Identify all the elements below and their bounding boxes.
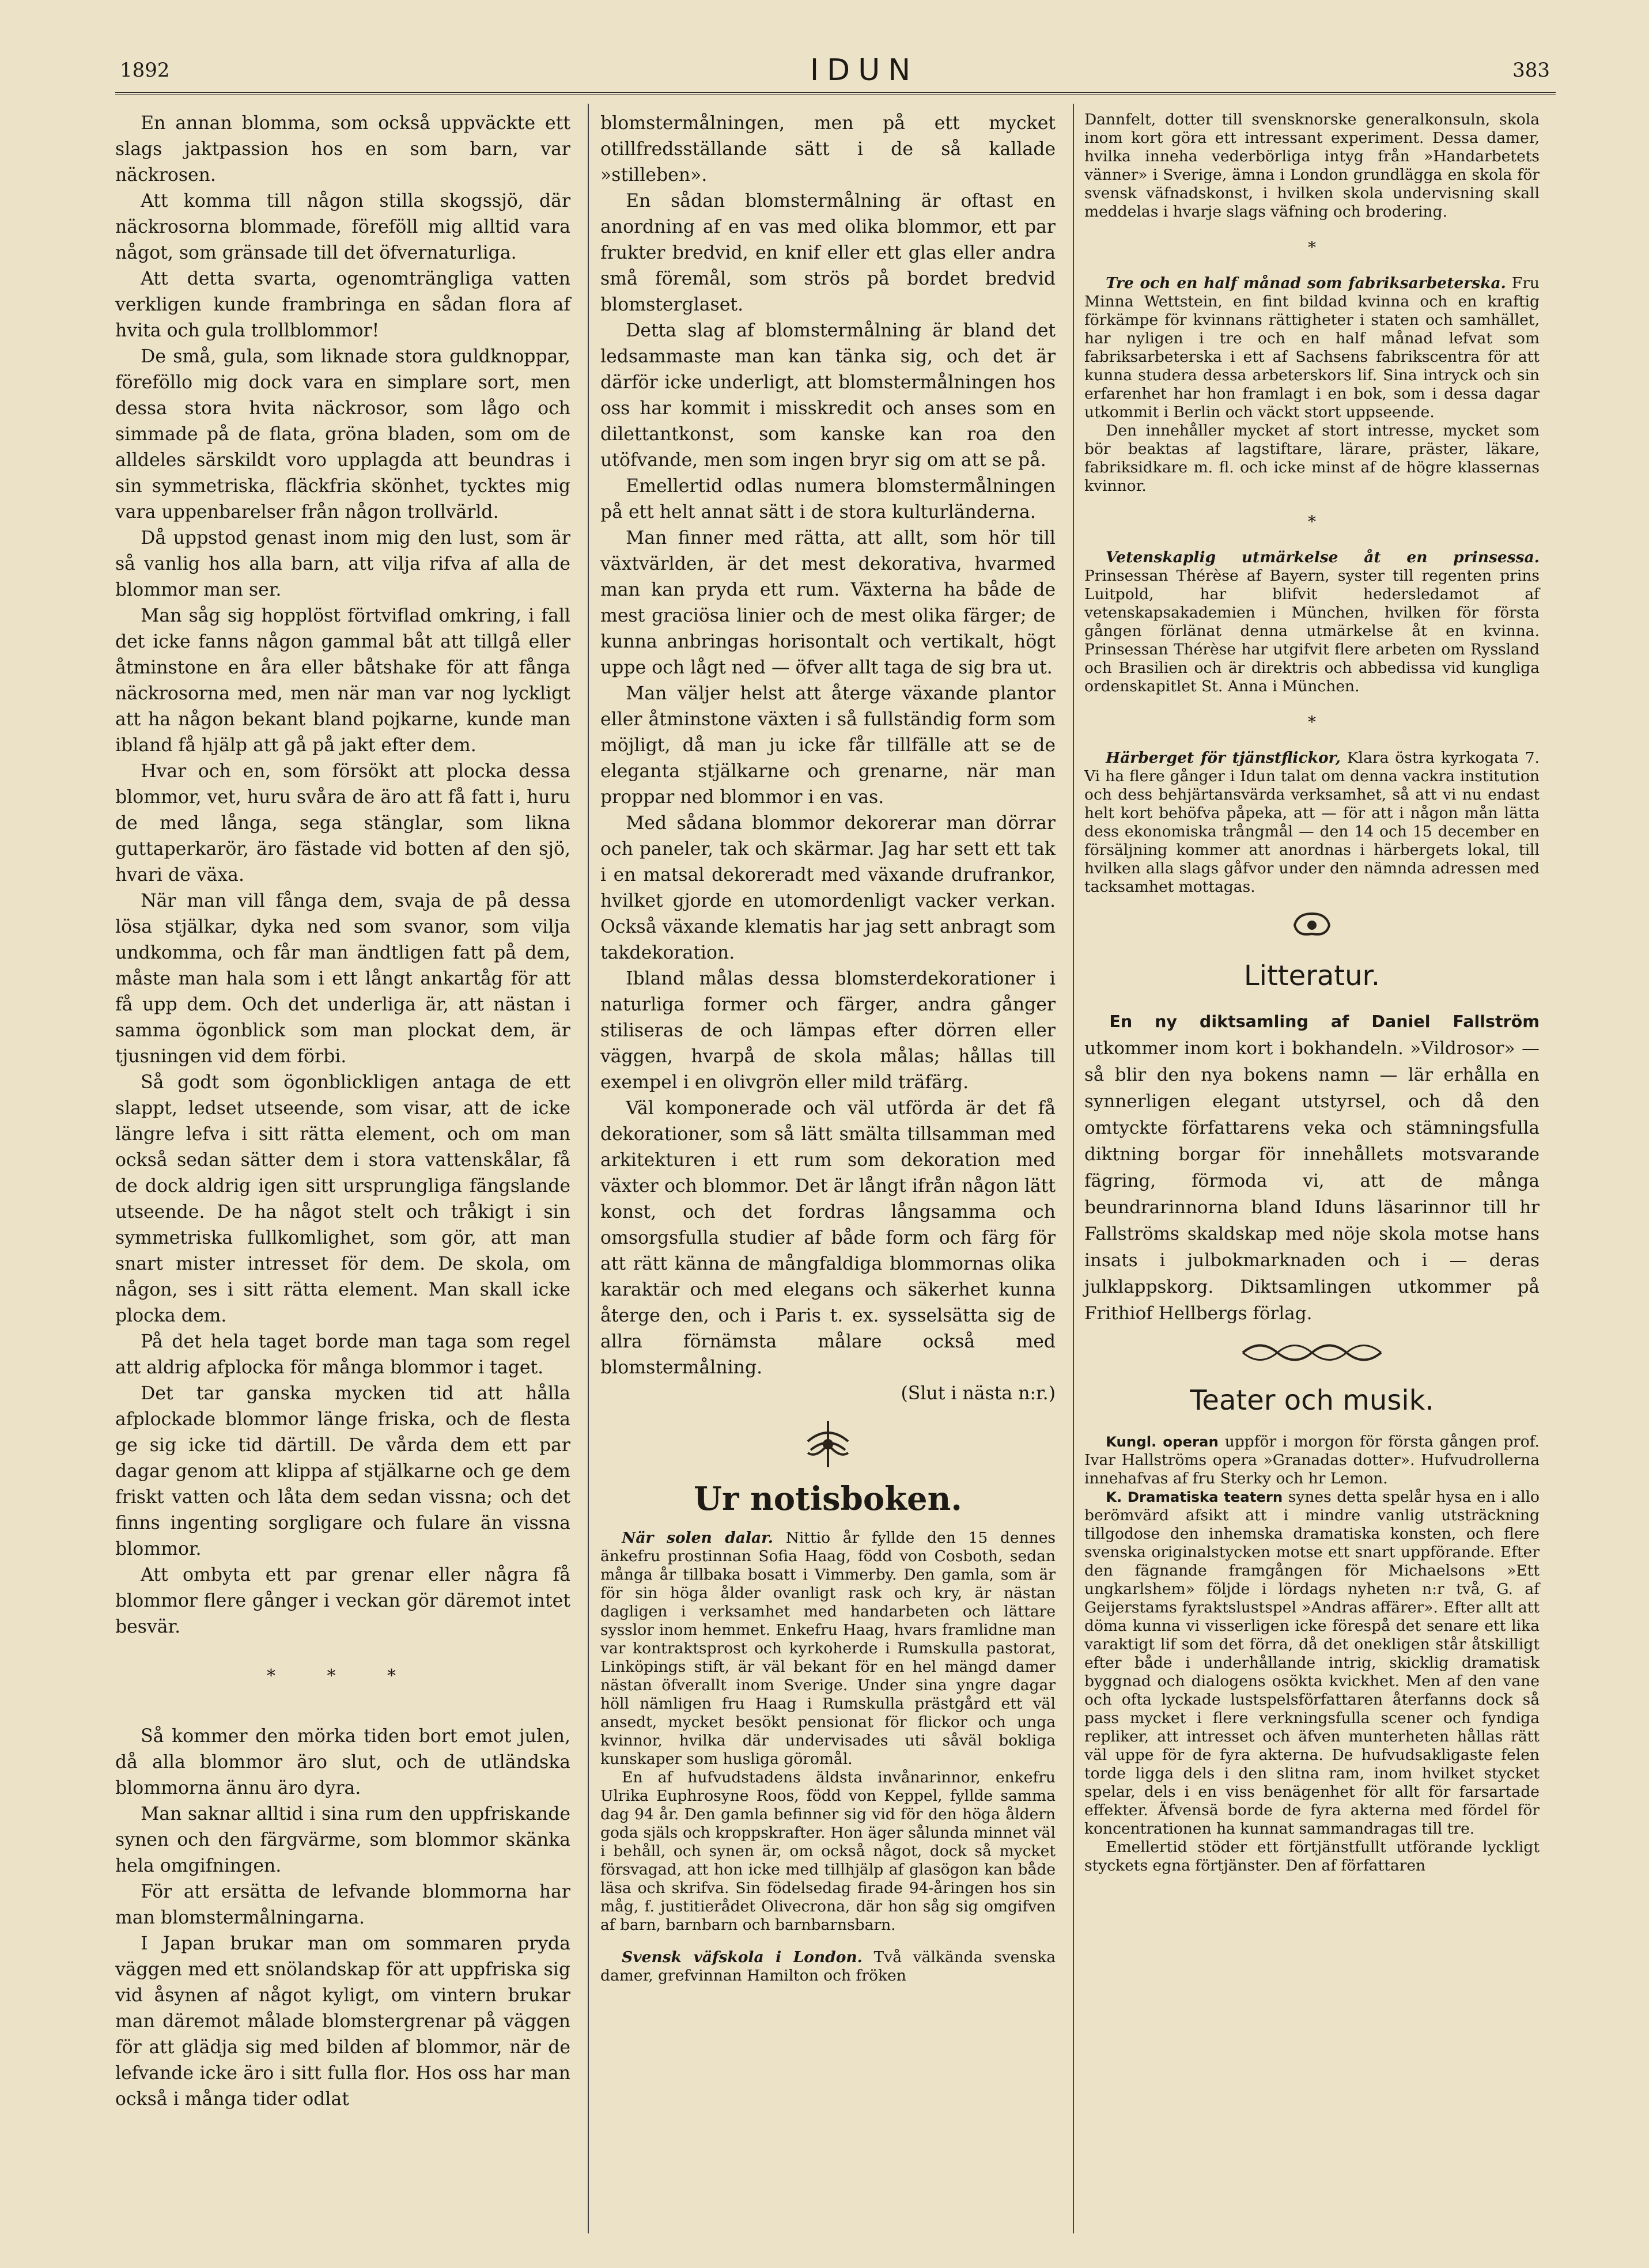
- paragraph: blomstermålningen, men på ett mycket otillfredsställande sätt i de så kallade »stilleben».: [600, 113, 1056, 185]
- notice-item: [600, 1529, 1056, 1769]
- notice-text: utkommer inom kort i bokhandeln. »Vildrosor» — så blir den nya bokens namn — lär erhålla en synnerligen elegant utstyrsel, och då den omtyckte författarens veka och stämningsfulla diktning borgar för innehållets motsvarande fägring, förmoda vi, att de många beundrarinnorna bland Iduns läsarinnor till hr Fallströms skaldskap med nöje skola motse hans insats i julbokmarknaden och i — deras julklappskorg. Diktsamlingen utkommer på Frithiof Hellbergs förlag.: [1084, 1038, 1540, 1324]
- header-year: 1892: [120, 59, 170, 82]
- notice-heading: Kungl. operan: [1106, 1433, 1219, 1450]
- continuation-note: (Slut i nästa n:r.): [901, 1383, 1056, 1404]
- notice-heading: Vetenskaplig utmärkelse åt en prinsessa.: [1106, 548, 1540, 566]
- paragraph: När man vill fånga dem, svaja de på dessa lösa stjälkar, dyka ned som svanor, som vilja undkomma, och får man ändtligen fatt på dem, måste man hala som i ett långt ankartåg för att få upp dem. Och det underliga är, att nästan i samma ögonblick som man plockat dem, är tjusningen vid dem förbi.: [115, 891, 570, 1067]
- notice-text: uppför i morgon för första gången prof. Ivar Hallströms opera »Granadas dotter». Hufvudrollerna innehafvas af fru Sterky och hr Lemon.: [1084, 1433, 1540, 1487]
- section-title-teater: Teater och musik.: [1190, 1384, 1434, 1417]
- paragraph: Dannfelt, dotter till svensknorske generalkonsuln, skola inom kort göra ett intressant experiment. Dessa damer, hvilka inneha vederbörliga intyg från »Handarbetets vänner» i Sverige, ämna i London grundlägga en skola för svensk väfnadskonst, i hvilken skola undervisning skall meddelas i hvarje slags väfning och brodering.: [1084, 111, 1540, 221]
- paragraph: Så godt som ögonblickligen antaga de ett slappt, ledset utseende, som visar, att de icke längre lefva i sitt rätta element, och om man också sedan sätter dem i stora vattenskålar, få de dock aldrig igen sitt ursprungliga fängslande utseende. De ha något stelt och tråkigt i sin symmetriska fullkomlighet, som gör, att man snart mister intresset för dem. De skola, om någon, ses i sitt rätta element. Man skall icke plocka dem.: [115, 1072, 570, 1326]
- notice-heading: K. Dramatiska teatern: [1106, 1489, 1283, 1505]
- notice-heading: Härberget för tjänstflickor,: [1106, 749, 1341, 767]
- notice-heading: Svensk väfskola i London.: [622, 1948, 863, 1966]
- paragraph: Hvar och en, som försökt att plocka dessa blommor, vet, huru svåra de äro att få fatt i, huru de med långa, sega stänglar, som likna guttaperkarör, äro fästade vid botten af den sjö, hvari de växa.: [115, 761, 570, 885]
- page-number: 383: [1512, 59, 1550, 82]
- paragraph: På det hela taget borde man taga som regel att aldrig afplocka för många blommor i taget.: [115, 1331, 570, 1378]
- column-divider: [588, 104, 589, 2233]
- notice-text: synes detta spelår hysa en i allo berömvärd afsikt att i mindre vanlig utsträckning tillgodose den inhemska dramatiska konsten, och flere svenska originalstycken motse ett snart uppförande. Efter den fägnande framgången för Michaelsons »Ett ungkarlshem» följde i lördags nyheten n:r två, G. af Geijerstams fyraktslustspel »Andras affärer». Efter allt att döma kunna vi visserligen icke förespå det senare ett lika varaktigt lif som det förra, då det onekligen står åtskilligt efter både i underhållande intrig, skicklig dramatisk byggnad och dialogens osökta kvickhet. Men af den vane och ofta lyckade lustspelsförfattaren återfanns dock så pass mycket i flere verkningsfulla scener och fyndiga repliker, att intresset och äfven munterheten hållas rätt väl uppe för de fyra akterna. De hufvudsakligaste felen torde ligga dels i den slitna ram, inom hvilket stycket spelar, dels i en viss benägenhet för allt för farsartade effekter. Äfvensä borde de fyra akterna med fördel för koncentrationen ha kunnat sammandragas till tre.: [1084, 1488, 1540, 1838]
- column-divider: [1073, 104, 1074, 2233]
- notice-item: [1084, 1488, 1540, 1838]
- paragraph: Så kommer den mörka tiden bort emot julen, då alla blommor äro slut, och de utländska blommorna ännu äro dyra.: [115, 1726, 570, 1799]
- paragraph: De små, gula, som liknade stora guldknoppar, föreföllo mig dock vara en simplare sort, men dessa stora hvita näckrosor, som lågo och simmade på de flata, gröna bladen, som om de alldeles särskildt voro upplagda att beundras i sin symmetriska, fläckfria skönhet, tycktes mig vara uppenbarelser från någon trollvärld.: [115, 346, 570, 522]
- notice-item: [1084, 1433, 1540, 1488]
- paragraph: Man såg sig hopplöst förtviflad omkring, i fall det icke fanns någon gammal båt att tillgå eller åtminstone en åra eller båtshake för att fånga näckrosorna med, men när man var nog lyckligt att ha någon bekant bland pojkarne, kunde man ibland få hjälp att gå på jakt efter dem.: [115, 605, 570, 756]
- section-title-litteratur: Litteratur.: [1243, 960, 1381, 992]
- separator-star: *: [1308, 238, 1316, 257]
- paragraph: Det tar ganska mycken tid att hålla afplockade blommor länge friska, och de flesta ge sig icke tid därtill. De vårda dem ett par dagar genom att klippa af stjälkarne och ge dem friskt vatten och låta dem sedan vissna; och det finns ingenting sorgligare och fulare än vissna blommor.: [115, 1383, 570, 1559]
- notice-item: [600, 1948, 1056, 1985]
- notice-item: [1084, 274, 1540, 422]
- paragraph: Man saknar alltid i sina rum den uppfriskande synen och den färgvärme, som blommor skänka hela omgifningen.: [115, 1804, 570, 1876]
- section-title-notisboken: Ur notisboken.: [694, 1480, 962, 1518]
- paragraph: Att detta svarta, ogenomträngliga vatten verkligen kunde frambringa en sådan flora af hvita och gula trollblommor!: [115, 268, 570, 341]
- notice-text: Två välkända svenska damer, grefvinnan Hamilton och fröken: [600, 1948, 1056, 1985]
- column-3: [1084, 111, 1540, 1875]
- masthead-title: IDUN: [810, 53, 919, 88]
- paragraph: Då uppstod genast inom mig den lust, som är så vanlig hos alla barn, att vilja rifva af alla de blommor man ser.: [115, 528, 570, 600]
- paragraph: För att ersätta de lefvande blommorna har man blomstermålningarna.: [115, 1881, 570, 1928]
- paragraph: Ibland målas dessa blomsterdekorationer i naturliga former och färger, andra gånger stiliseras de och lämpas efter dörren eller väggen, hvarpå de skola målas; hållas till exempel i en olivgrön eller mild träfärg.: [600, 968, 1056, 1093]
- page-header: [115, 53, 1556, 88]
- paragraph: Man väljer helst att återge växande plantor eller åtminstone växten i så fullständig form som möjligt, då man ju icke får tillfälle att se de eleganta stjälkarne och grenarne, när man proppar ned blommor i en vas.: [600, 683, 1056, 808]
- paragraph: I Japan brukar man om sommaren pryda väggen med ett snölandskap för att uppfriska sig vid åsynen af något kyligt, om vintern brukar man däremot målade blomstergrenar på väggen för att glädja sig med bilden af blommor, när de lefvande icke äro i sitt fulla flor. Hos oss har man också i många tider odlat: [115, 1933, 570, 2110]
- scroll-ornament-icon: [1237, 1338, 1387, 1367]
- notice-item: [1084, 548, 1540, 696]
- notice-text: Fru Minna Wettstein, en fint bildad kvinna och en kraftig förkämpe för kvinnans rättigheter i staten och samhället, har nyligen i tre och en half månad lefvat som fabriksarbeterska i ett af Sachsens fabrikscentra för att kunna studera dessa arbeterskors lif. Sina intryck och sin erfarenhet har hon framlagt i en bok, som i dessa dagar utkommit i Berlin och väckt stort uppseende.: [1084, 274, 1540, 421]
- paragraph: En sådan blomstermålning är oftast en anordning af en vas med olika blommor, ett par frukter bredvid, en knif eller ett glas eller andra små föremål, som strös på bordet bredvid blomsterglaset.: [600, 191, 1056, 315]
- flourish-ornament-icon: [796, 1418, 860, 1470]
- notice-text: Klara östra kyrkogata 7. Vi ha flere gånger i Idun talat om denna vackra institution och dess behjärtansvärda verksamhet, så att vi nu endast helt kort behöfva påpeka, att — för att i någon mån lätta dess ekonomiska trångmål — den 14 och 15 december en försäljning kommer att anordnas i härbergets lokal, till hvilken alla slags gåfvor under den nämnda adressen med tacksamhet mottagas.: [1084, 749, 1540, 896]
- section-break-stars: * * *: [266, 1666, 419, 1686]
- paragraph: Med sådana blommor dekorerar man dörrar och paneler, tak och skärmar. Jag har sett ett tak i en matsal dekoreradt med växande drufrankor, hvilket gjorde en utomordenligt vacker verkan. Också växande klematis har jag sett anbragt som takdekoration.: [600, 813, 1056, 963]
- notice-item: [1084, 1008, 1540, 1327]
- leaf-ornament-icon: [1280, 908, 1344, 942]
- paragraph: Att komma till någon stilla skogssjö, där näckrosorna blommade, föreföll mig alltid vara något, som gränsade till det öfvernaturliga.: [115, 191, 570, 263]
- column-1: [115, 111, 570, 2112]
- notice-heading: När solen dalar.: [622, 1529, 773, 1547]
- paragraph: Man finner med rätta, att allt, som hör till växtvärlden, är det mest dekorativa, hvarmed man kan pryda ett rum. Växterna ha både de mest graciösa linier och de mest olika färger; de kunna anbringas horisontalt och vertikalt, högt uppe och lågt ned — öfver allt taga de sig bra ut.: [600, 528, 1056, 678]
- notice-heading: Tre och en half månad som fabriksarbeterska.: [1106, 274, 1506, 292]
- notice-item: En af hufvudstadens äldsta invånarinnor, enkefru Ulrika Euphrosyne Roos, född von Keppel, fyllde samma dag 94 år. Den gamla befinner sig vid för den höga åldern goda själs och kroppskrafter. Hon äger sålunda minnet väl i behåll, och synen är, om också något, dock så mycket försvagad, att hon icke med tillhjälp af glasögon kan både läsa och skrifva. Sin födelsedag firade 94-åringen hos sin måg, f. justitierådet Olivecrona, där hon såg sig omgifven af barn, barnbarn och barnbarnsbarn.: [600, 1769, 1056, 1934]
- header-rule: [115, 92, 1556, 94]
- paragraph: Emellertid odlas numera blomstermålningen på ett helt annat sätt i de stora kulturländerna.: [600, 476, 1056, 522]
- column-2: [600, 111, 1056, 1985]
- notice-item: Den innehåller mycket af stort intresse, mycket som bör beaktas af lagstiftare, lärare, präster, läkare, fabriksidkare m. fl. och icke minst af de högre klassernas kvinnor.: [1084, 422, 1540, 495]
- notice-heading: En ny diktsamling af Daniel Fallström: [1109, 1012, 1540, 1031]
- paragraph: Väl komponerade och väl utförda är det få dekorationer, som så lätt smälta tillsamman med arkitekturen i ett rum som dekoration med växter och blommor. Det är långt ifrån någon lätt konst, och det fordras långsamma och omsorgsfulla studier af både form och färg för att rätt känna de mångfaldiga blommornas olika karaktär och med elegans och säkerhet kunna återge den, och i Paris t. ex. sysselsätta sig de allra förnämsta målare också med blomstermålning.: [600, 1098, 1056, 1378]
- notice-item: Emellertid stöder ett förtjänstfullt utförande lyckligt styckets egna förtjänster. Den af författaren: [1084, 1838, 1540, 1875]
- notice-text: Prinsessan Thérèse af Bayern, syster till regenten prins Luitpold, har blifvit hedersledamot af vetenskapsakademien i München, hvilken för första gången förlänat denna utmärkelse åt en kvinna. Prinsessan Thérèse har utgifvit flere arbeten om Ryssland och Brasilien och är direktris och abbedissa vid kungliga ordenskapitlet St. Anna i München.: [1084, 567, 1540, 695]
- paragraph: En annan blomma, som också uppväckte ett slags jaktpassion hos en som barn, var näckrosen.: [115, 113, 570, 185]
- paragraph: Detta slag af blomstermålning är bland det ledsammaste man kan tänka sig, och det är därför icke underligt, att blomstermålningen hos oss har kommit i misskredit och anses som en dilettantkonst, som kanske kan roa den utöfvande, men som ingen bryr sig om att se på.: [600, 320, 1056, 471]
- notice-item: [1084, 749, 1540, 896]
- paragraph: Att ombyta ett par grenar eller några få blommor flere gånger i veckan gör däremot intet besvär.: [115, 1565, 570, 1637]
- separator-star: *: [1308, 713, 1316, 732]
- separator-star: *: [1308, 512, 1316, 531]
- notice-text: Nittio år fyllde den 15 dennes änkefru prostinnan Sofia Haag, född von Cosboth, sedan många år tillbaka bosatt i Vimmerby. Den gamla, som är för sin höga ålder ovanligt rask och kry, är nästan dagligen i verksamhet med handarbeten och lättare sysslor inom hemmet. Enkefru Haag, hvars framlidne man var kontraktsprost och kyrkoherde i Rumskulla pastorat, Linköpings stift, är väl bekant för en hel mängd damer nästan öfverallt inom Sverige. Under sina yngre dagar höll nämligen fru Haag i Rumskulla prästgård ett väl ansedt, mycket besökt pensionat för flickor och unga kvinnor, hvilka där undervisades uti såväl bokliga kunskaper som husliga göromål.: [600, 1529, 1056, 1768]
